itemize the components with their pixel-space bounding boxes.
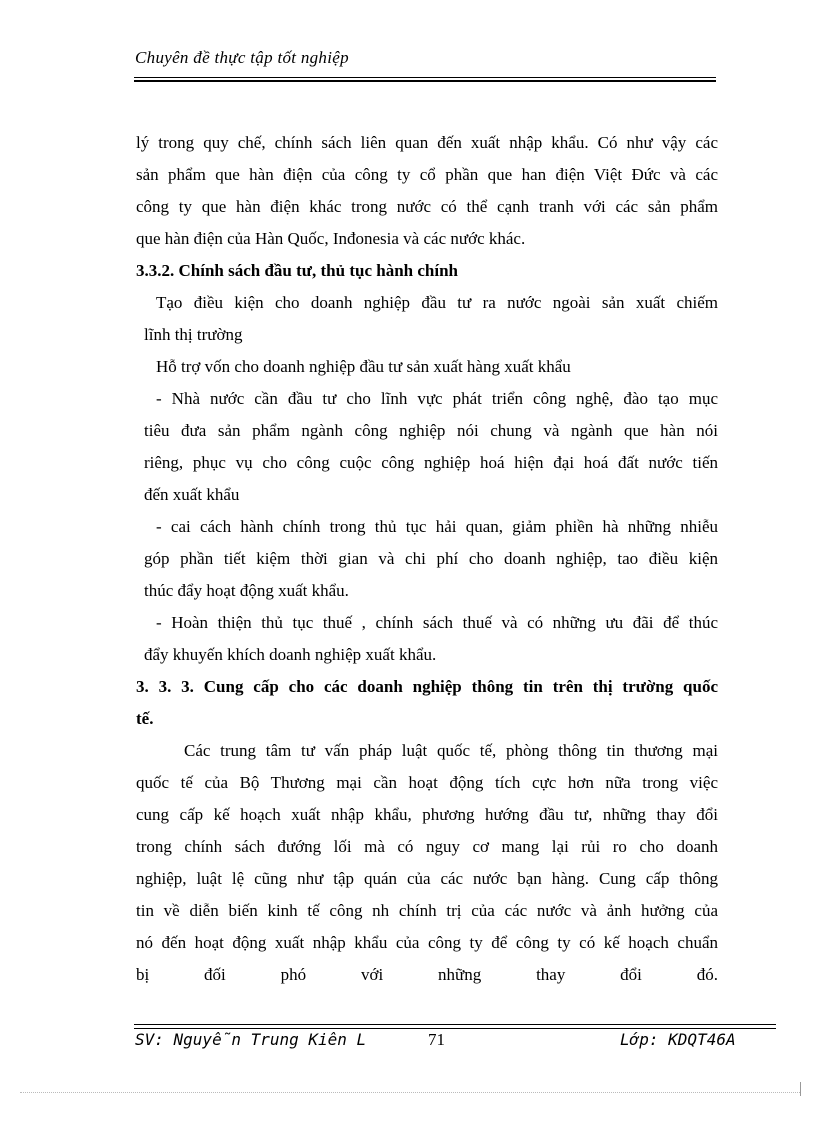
footer-student: SV: Nguyễn Trung Kiên L [135, 1030, 367, 1049]
page-edge-dotted [20, 1092, 800, 1093]
section-heading-3-3-2: 3.3.2. Chính sách đầu tư, thủ tục hành chính [136, 261, 458, 280]
header-rule-thin [134, 77, 716, 78]
text-line: cung cấp kế hoạch xuất nhập khẩu, phương hướng đầu tư, những thay đổi [136, 805, 718, 824]
page-corner-mark [800, 1082, 801, 1096]
text-line: thúc đẩy hoạt động xuất khẩu. [144, 581, 349, 600]
text-line: - Nhà nước cần đầu tư cho lĩnh vực phát triển công nghệ, đào tạo mục [156, 389, 718, 408]
section-heading-3-3-3: 3. 3. 3. Cung cấp cho các doanh nghiệp thông tin trên thị trường quốc [136, 677, 718, 696]
text-line: góp phần tiết kiệm thời gian và chi phí cho doanh nghiệp, tao điều kiện [144, 549, 718, 568]
footer-class: Lớp: KDQT46A [620, 1030, 736, 1049]
header-rule-thick [134, 80, 716, 82]
text-line: tin về diễn biến kinh tế công nh chính trị của các nước và ảnh hưởng của [136, 901, 718, 920]
page-number: 71 [428, 1030, 445, 1049]
text-line: Tạo điều kiện cho doanh nghiệp đầu tư ra nước ngoài sản xuất chiếm [156, 293, 718, 312]
text-line: lý trong quy chế, chính sách liên quan đến xuất nhập khẩu. Có như vậy các [136, 133, 718, 152]
text-line: trong chính sách đướng lối mà có nguy cơ mang lại rủi ro cho doanh [136, 837, 718, 856]
text-line: que hàn điện của Hàn Quốc, Inđonesia và các nước khác. [136, 229, 526, 248]
footer-rule-top [134, 1024, 776, 1025]
text-line: công ty que hàn điện khác trong nước có thể cạnh tranh với các sản phẩm [136, 197, 718, 216]
section-heading-3-3-3-cont: tế. [136, 709, 154, 728]
text-line: tiêu đưa sản phẩm ngành công nghiệp nói chung và ngành que hàn nói [144, 421, 718, 440]
text-line: nghiệp, luật lệ cũng như tập quán của các nước bạn hàng. Cung cấp thông [136, 869, 718, 888]
text-line: đẩy khuyến khích doanh nghiệp xuất khẩu. [144, 645, 437, 664]
text-line: đến xuất khẩu [144, 485, 240, 504]
text-line: riêng, phục vụ cho công cuộc công nghiệp hoá hiện đại hoá đất nước tiến [144, 453, 718, 472]
text-line: - cai cách hành chính trong thủ tục hải quan, giảm phiền hà những nhiễu [156, 517, 718, 536]
text-line: - Hoàn thiện thủ tục thuế , chính sách thuế và có những ưu đãi để thúc [156, 613, 718, 632]
text-line: sản phẩm que hàn điện của công ty cổ phần que han điện Việt Đức và các [136, 165, 718, 184]
text-line: nó đến hoạt động xuất nhập khẩu của công ty để công ty có kế hoạch chuẩn [136, 933, 718, 952]
text-line: lĩnh thị trường [144, 325, 243, 344]
footer-rule-bottom [134, 1028, 776, 1029]
page-header-title: Chuyên đề thực tập tốt nghiệp [135, 48, 349, 67]
text-line: Hỗ trợ vốn cho doanh nghiệp đầu tư sản xuất hàng xuất khẩu [156, 357, 571, 376]
text-line: Các trung tâm tư vấn pháp luật quốc tế, phòng thông tin thương mại [184, 741, 718, 760]
text-line: bị đối phó với những thay đổi đó. [136, 965, 718, 984]
document-body [136, 127, 718, 991]
text-line: quốc tế của Bộ Thương mại cần hoạt động tích cực hơn nữa trong việc [136, 773, 718, 792]
